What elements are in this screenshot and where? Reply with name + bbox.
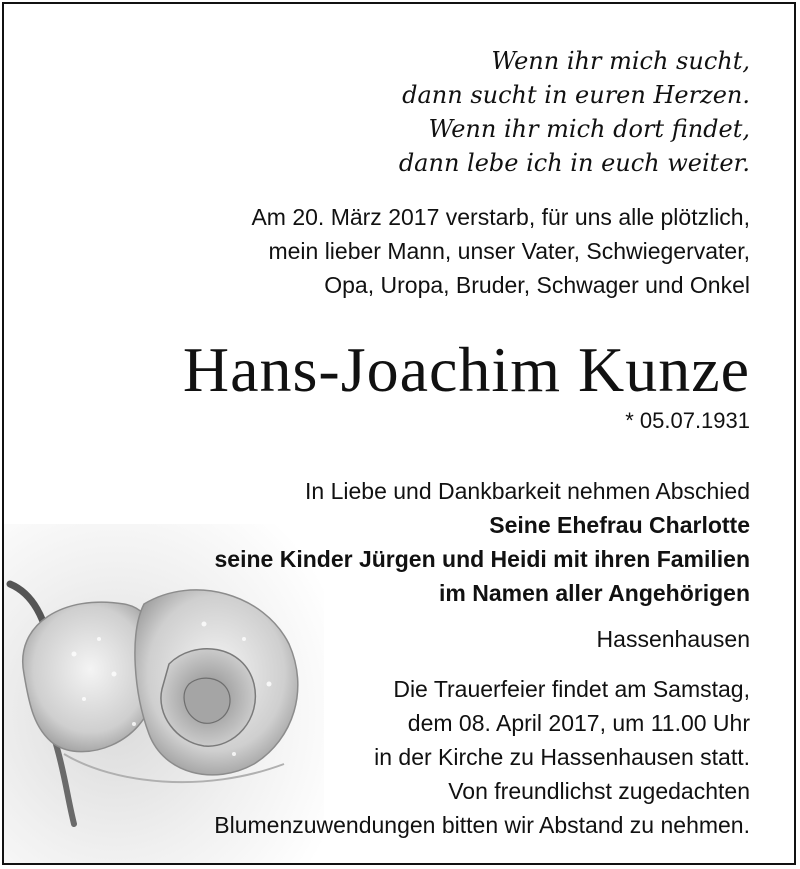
service-line: Von freundlichst zugedachten <box>448 778 750 804</box>
announcement-line: Am 20. März 2017 verstarb, für uns alle plötzlich, <box>251 204 750 230</box>
service-line: dem 08. April 2017, um 11.00 Uhr <box>407 710 750 736</box>
obituary-card <box>2 2 796 865</box>
farewell-lead: In Liebe und Dankbarkeit nehmen Abschied <box>305 478 750 504</box>
poem-line: dann sucht in euren Herzen. <box>402 81 750 109</box>
poem-line: Wenn ihr mich dort findet, <box>428 115 750 143</box>
mourners-block <box>215 474 750 610</box>
poem-line: dann lebe ich in euch weiter. <box>398 149 750 177</box>
deceased-name: Hans-Joachim Kunze <box>182 334 750 405</box>
birth-date: * 05.07.1931 <box>625 408 750 433</box>
service-line: Die Trauerfeier findet am Samstag, <box>393 676 750 702</box>
death-announcement <box>251 200 750 302</box>
funeral-service-info <box>214 672 750 842</box>
place-name: Hassenhausen <box>596 626 750 652</box>
service-line: Blumenzuwendungen bitten wir Abstand zu nehmen. <box>214 812 750 838</box>
service-line: in der Kirche zu Hassenhausen statt. <box>374 744 750 770</box>
mourner-line: seine Kinder Jürgen und Heidi mit ihren Familien <box>214 546 750 572</box>
mourner-line: im Namen aller Angehörigen <box>439 580 750 606</box>
poem-verse <box>399 44 750 180</box>
announcement-line: mein lieber Mann, unser Vater, Schwiegervater, <box>268 238 750 264</box>
announcement-line: Opa, Uropa, Bruder, Schwager und Onkel <box>324 272 750 298</box>
poem-line: Wenn ihr mich sucht, <box>491 47 750 75</box>
mourner-line: Seine Ehefrau Charlotte <box>489 512 750 538</box>
